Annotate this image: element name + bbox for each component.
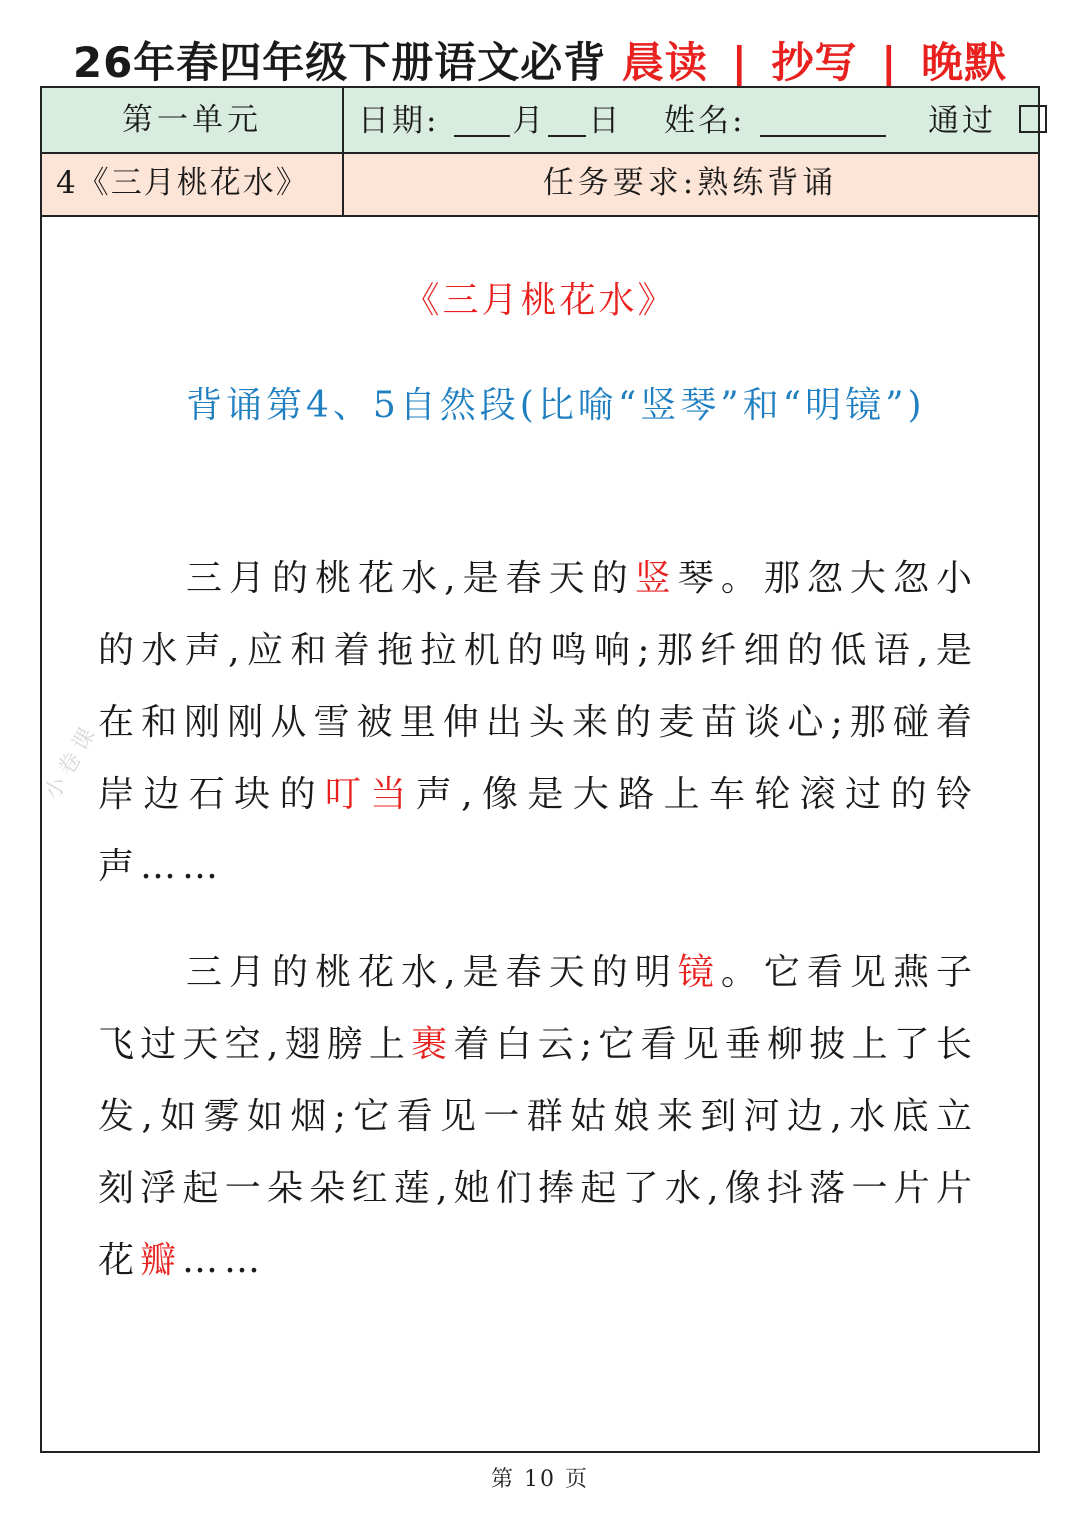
name-label: 姓名: (664, 103, 746, 139)
date-label: 日期: (358, 103, 440, 139)
paragraph-text: 三月的桃花水,是春天的 (186, 558, 635, 599)
paragraph-text: 琴。那忽大忽小的水声,应和着拖拉机的鸣响;那纤细的低语,是在和刚刚从雪被里伸出头来的麦苗谈心;那碰着岸边石块的 (98, 558, 978, 815)
page-number: 第 10 页 (491, 1467, 589, 1492)
highlighted-char: 裹 (411, 1024, 454, 1065)
highlighted-char: 竖 (634, 558, 678, 599)
poem-title: 《三月桃花水》 (403, 280, 677, 321)
pass-checkbox[interactable] (1019, 105, 1047, 133)
day-blank[interactable] (548, 109, 586, 137)
paragraph-text: 三月的桃花水,是春天的明 (186, 952, 678, 993)
recitation-instruction: 背诵第4、5自然段(比喻“竖琴”和“明镜”) (186, 385, 926, 426)
header-label-copying: 抄写 (771, 38, 858, 87)
paragraph-text: 声,像是大路上车轮滚过的铃声…… (98, 774, 978, 887)
highlighted-char: 镜 (677, 952, 721, 993)
unit-label: 第一单元 (122, 102, 262, 138)
header-separator: | (881, 38, 898, 87)
header-title-main: 26年春四年级下册语文必背 (72, 38, 607, 87)
paragraph-text: …… (182, 1240, 267, 1281)
page-header-title (0, 30, 1080, 90)
header-separator: | (731, 38, 748, 87)
header-label-evening-dictation: 晚默 (921, 38, 1008, 87)
month-blank[interactable] (454, 109, 510, 137)
name-blank[interactable] (760, 109, 886, 137)
watermark: 小卷课 (39, 718, 104, 805)
month-label: 月 (512, 103, 547, 139)
highlighted-char: 瓣 (140, 1240, 183, 1281)
day-label: 日 (588, 103, 623, 139)
paragraph-harp (98, 543, 978, 903)
pass-label: 通过 (928, 103, 997, 139)
lesson-title: 4《三月桃花水》 (56, 165, 309, 201)
date-name-row (358, 105, 1047, 137)
paragraph-text: 着白云;它看见垂柳披上了长发,如雾如烟;它看见一群姑娘来到河边,水底立刻浮起一朵朵红莲,她们捧起了水,像抖落一片片花 (98, 1024, 978, 1281)
highlighted-word: 叮当 (324, 774, 416, 815)
header-label-morning-reading: 晨读 (621, 38, 708, 87)
task-requirement: 任务要求:熟练背诵 (542, 165, 838, 201)
paragraph-text: 。它看见燕子飞过天空,翅膀上 (98, 952, 978, 1065)
paragraph-mirror (98, 937, 978, 1297)
